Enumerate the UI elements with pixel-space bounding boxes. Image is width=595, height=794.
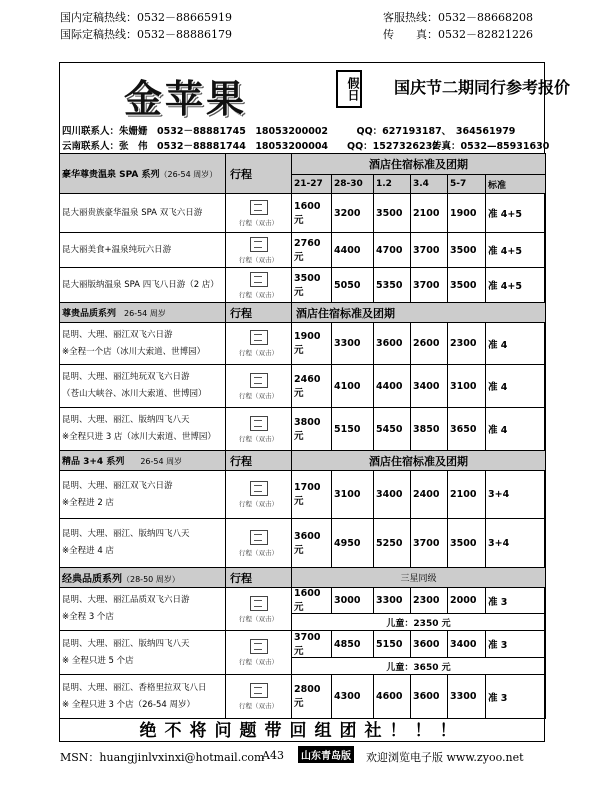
itinerary-doc-label: 行程（双击） <box>239 434 278 443</box>
price-cell: 1600 元 <box>292 588 332 614</box>
section-header <box>60 568 546 588</box>
page-title: 国庆节二期同行参考报价 <box>394 78 571 97</box>
price-cell: 5150 <box>332 408 374 451</box>
price-cell: 3850 <box>411 408 448 451</box>
slogan: 绝不将问题带回组团社！！！ <box>139 721 465 741</box>
itinerary-doc[interactable] <box>226 365 292 408</box>
document-icon[interactable] <box>250 416 268 431</box>
document-icon[interactable] <box>250 272 268 287</box>
domestic-hotline-label: 国内定稿热线： <box>60 11 137 24</box>
itinerary-doc[interactable] <box>226 268 292 303</box>
price-cell: 4300 <box>332 675 374 719</box>
price-cell: 3600 <box>411 675 448 719</box>
price-cell: 3700 <box>411 519 448 568</box>
price-cell: 1900 元 <box>292 323 332 365</box>
domestic-hotline-phone: 0532－88665919 <box>137 11 232 24</box>
route-line: 昆明、大理、丽江纯玩双飞六日游 <box>62 372 190 382</box>
price-cell: 3800 元 <box>292 408 332 451</box>
fax-phone: 0532－82821226 <box>438 28 533 41</box>
route-name <box>60 519 226 568</box>
price-cell: 3700 <box>411 268 448 303</box>
price-cell: 2460 元 <box>292 365 332 408</box>
route-line: 昆明、大理、丽江品质双飞六日游 <box>62 595 190 605</box>
route-note: ※全程进 4 店 <box>62 546 114 556</box>
itinerary-doc[interactable] <box>226 194 292 233</box>
route-line: 昆明、大理、丽江、香格里拉双飞八日 <box>62 682 207 693</box>
price-cell: 3500 元 <box>292 268 332 303</box>
itinerary-header: 行程 <box>226 451 292 471</box>
itinerary-doc[interactable] <box>226 233 292 268</box>
document-icon[interactable] <box>250 596 268 611</box>
document-icon[interactable] <box>250 200 268 215</box>
price-cell: 3300 <box>448 675 486 719</box>
table-row <box>60 268 546 303</box>
price-table <box>59 153 546 719</box>
itinerary-doc[interactable] <box>226 471 292 519</box>
date-header: 3.4 <box>411 175 448 194</box>
price-cell: 5350 <box>374 268 411 303</box>
price-cell: 2300 <box>411 588 448 614</box>
footer-website[interactable]: 欢迎浏览电子版 www.zyoo.net <box>366 751 524 764</box>
hotel-standard-header: 酒店住宿标准及团期 <box>292 451 546 471</box>
price-cell: 4400 <box>332 233 374 268</box>
route-name <box>60 675 226 719</box>
itinerary-header: 行程 <box>226 568 292 588</box>
price-cell: 2100 <box>448 471 486 519</box>
route-note: ※全程只进 3 店（冰川大索道、世博园） <box>62 432 216 442</box>
itinerary-doc-label: 行程（双击） <box>239 500 278 508</box>
itinerary-header: 行程 <box>226 303 292 323</box>
table-row <box>60 365 546 408</box>
section-name: 精品 3+4 系列 <box>62 457 125 467</box>
hotel-standard-header: 三星同级 <box>292 568 546 588</box>
fax-label: 传 真： <box>383 28 438 41</box>
price-cell: 3650 <box>448 408 486 451</box>
standard-cell: 准 3 <box>486 675 546 719</box>
footer-msn: MSN：huangjinlvxinxi@hotmail.com <box>60 751 265 764</box>
price-cell: 3300 <box>332 323 374 365</box>
price-cell: 2800 元 <box>292 675 332 719</box>
route-name <box>60 408 226 451</box>
price-cell: 5050 <box>332 268 374 303</box>
date-header: 1.2 <box>374 175 411 194</box>
section-header <box>60 451 546 471</box>
price-cell: 2100 <box>411 194 448 233</box>
section-age: 26-54 周岁 <box>116 309 166 318</box>
route-name: 昆大丽贵族豪华温泉 SPA 双飞六日游 <box>60 194 226 233</box>
itinerary-doc[interactable] <box>226 631 292 675</box>
route-note: ※ 全程只进 5 个店 <box>62 655 134 666</box>
route-line: 昆明、大理、丽江、版纳四飞八天 <box>62 529 190 539</box>
table-row <box>60 323 546 365</box>
section-header <box>60 303 546 323</box>
price-cell: 3400 <box>411 365 448 408</box>
price-cell: 3500 <box>448 519 486 568</box>
brand-logo: 金苹果 <box>124 76 248 121</box>
price-cell: 3600 元 <box>292 519 332 568</box>
price-cell: 1600 元 <box>292 194 332 233</box>
itinerary-doc[interactable] <box>226 519 292 568</box>
price-cell: 3100 <box>332 471 374 519</box>
price-cell: 4950 <box>332 519 374 568</box>
price-cell: 3500 <box>448 233 486 268</box>
standard-cell: 准 4+5 <box>486 194 546 233</box>
price-cell: 5150 <box>374 631 411 658</box>
itinerary-doc-label: 行程（双击） <box>239 218 278 227</box>
brand-logo-tag: 假日 <box>336 70 362 108</box>
price-cell: 5250 <box>374 519 411 568</box>
itinerary-header: 行程 <box>226 154 292 194</box>
price-cell: 5450 <box>374 408 411 451</box>
price-cell: 1900 <box>448 194 486 233</box>
route-note: ※全程 3 个店 <box>62 612 114 622</box>
price-cell: 3700 元 <box>292 631 332 658</box>
price-cell: 4400 <box>374 365 411 408</box>
price-cell: 3400 <box>374 471 411 519</box>
section-age: 26-54 周岁 <box>124 457 183 466</box>
route-note: ※全程一个店（冰川大索道、世博园） <box>62 346 206 357</box>
intl-hotline-phone: 0532－88886179 <box>137 28 232 41</box>
document-icon[interactable] <box>250 530 268 545</box>
price-cell: 3600 <box>411 631 448 658</box>
date-header: 标准 <box>486 175 546 194</box>
itinerary-doc-label: 行程（双击） <box>239 548 278 557</box>
itinerary-doc[interactable] <box>226 323 292 365</box>
price-cell: 3000 <box>332 588 374 614</box>
price-cell: 3500 <box>374 194 411 233</box>
section-header <box>60 154 546 175</box>
price-cell: 4850 <box>332 631 374 658</box>
service-hotline-phone: 0532－88668208 <box>438 11 533 24</box>
route-line: 昆明、大理、丽江双飞六日游 <box>62 480 173 491</box>
table-row <box>60 519 546 568</box>
route-note: ※ 全程只进 3 个店（26-54 周岁） <box>62 699 196 710</box>
price-cell: 3700 <box>411 233 448 268</box>
itinerary-doc-label: 行程（双击） <box>239 255 278 264</box>
route-name <box>60 471 226 519</box>
price-cell: 2400 <box>411 471 448 519</box>
price-cell: 4100 <box>332 365 374 408</box>
itinerary-doc-label: 行程（双击） <box>239 702 278 710</box>
section-age: （28-50 周岁） <box>122 575 180 584</box>
route-name: 昆大丽版纳温泉 SPA 四飞八日游（2 店） <box>60 268 226 303</box>
fax-line <box>383 26 533 42</box>
route-name <box>60 631 226 675</box>
route-name <box>60 323 226 365</box>
itinerary-doc[interactable] <box>226 675 292 719</box>
route-line: 昆明、大理、丽江、版纳四飞八天 <box>62 415 190 425</box>
section-title <box>60 568 226 588</box>
itinerary-doc-label: 行程（双击） <box>239 658 278 666</box>
document-icon[interactable] <box>250 330 268 345</box>
route-line: 昆明、大理、丽江双飞六日游 <box>62 329 173 340</box>
table-row <box>60 471 546 519</box>
hotel-standard-header: 酒店住宿标准及团期 <box>292 154 546 175</box>
section-title <box>60 451 226 471</box>
contact-sichuan: 四川联系人：朱姗姗 0532－88881745 18053200002 QQ：627193187、 364561979 <box>62 126 516 137</box>
section-name: 豪华尊贵温泉 SPA 系列 <box>62 170 160 180</box>
price-cell: 4600 <box>374 675 411 719</box>
intl-hotline-label: 国际定稿热线： <box>60 28 137 41</box>
itinerary-doc-label: 行程（双击） <box>239 391 278 400</box>
table-row <box>60 194 546 233</box>
price-cell: 2600 <box>411 323 448 365</box>
price-cell: 2300 <box>448 323 486 365</box>
price-cell: 2760 元 <box>292 233 332 268</box>
route-note: （苍山大峡谷、冰川大索道、世博园） <box>62 389 207 399</box>
price-cell: 3300 <box>374 588 411 614</box>
itinerary-doc-label: 行程（双击） <box>239 349 278 357</box>
price-cell: 3500 <box>448 268 486 303</box>
document-icon[interactable] <box>250 639 268 654</box>
section-title <box>60 303 226 323</box>
date-header: 21-27 <box>292 175 332 194</box>
standard-cell: 准 3 <box>486 631 546 658</box>
section-age: （26-54 周岁） <box>159 170 218 179</box>
child-price: 儿童：3650 元 <box>292 658 546 675</box>
document-icon[interactable] <box>250 237 268 252</box>
contact-yunnan: 云南联系人：张 伟 0532－88881744 18053200004 QQ：1527326232 <box>62 141 439 152</box>
price-cell: 4700 <box>374 233 411 268</box>
table-row <box>60 675 546 719</box>
section-name: 经典品质系列 <box>62 574 122 585</box>
footer-page-number: A43 <box>262 749 284 762</box>
service-hotline-label: 客服热线： <box>383 11 438 24</box>
domestic-hotline <box>60 9 232 25</box>
section-title <box>60 154 226 194</box>
itinerary-doc[interactable] <box>226 408 292 451</box>
price-cell: 3100 <box>448 365 486 408</box>
standard-cell: 准 4 <box>486 365 546 408</box>
price-cell: 1700 元 <box>292 471 332 519</box>
standard-cell: 准 4 <box>486 323 546 365</box>
route-name: 昆大丽美食+温泉纯玩六日游 <box>60 233 226 268</box>
standard-cell: 准 4 <box>486 408 546 451</box>
hotel-standard-header: 酒店住宿标准及团期 <box>292 303 546 323</box>
table-row <box>60 233 546 268</box>
footer-edition-badge: 山东青岛版 <box>298 746 354 763</box>
contact-yunnan-fax: 传真：0532—85931630 <box>432 141 550 152</box>
route-name <box>60 588 226 631</box>
route-note: ※全程进 2 店 <box>62 497 114 508</box>
price-cell: 3200 <box>332 194 374 233</box>
standard-cell: 准 4+5 <box>486 268 546 303</box>
service-hotline <box>383 9 533 25</box>
route-line: 昆明、大理、丽江、版纳四飞八天 <box>62 638 190 649</box>
itinerary-doc-label: 行程（双击） <box>239 614 278 623</box>
document-icon[interactable] <box>250 373 268 388</box>
intl-hotline <box>60 26 232 42</box>
price-cell: 3600 <box>374 323 411 365</box>
table-row <box>60 588 546 614</box>
standard-cell: 3+4 <box>486 519 546 568</box>
standard-cell: 准 3 <box>486 588 546 614</box>
standard-cell: 准 4+5 <box>486 233 546 268</box>
section-name: 尊贵品质系列 <box>62 309 117 319</box>
child-price: 儿童：2350 元 <box>292 614 546 631</box>
date-header: 28-30 <box>332 175 374 194</box>
document-icon[interactable] <box>250 683 268 698</box>
standard-cell: 3+4 <box>486 471 546 519</box>
document-icon[interactable] <box>250 481 268 496</box>
price-cell: 2000 <box>448 588 486 614</box>
price-cell: 3400 <box>448 631 486 658</box>
itinerary-doc-label: 行程（双击） <box>239 290 278 299</box>
route-name <box>60 365 226 408</box>
date-header: 5-7 <box>448 175 486 194</box>
table-row <box>60 631 546 658</box>
table-row <box>60 408 546 451</box>
itinerary-doc[interactable] <box>226 588 292 631</box>
